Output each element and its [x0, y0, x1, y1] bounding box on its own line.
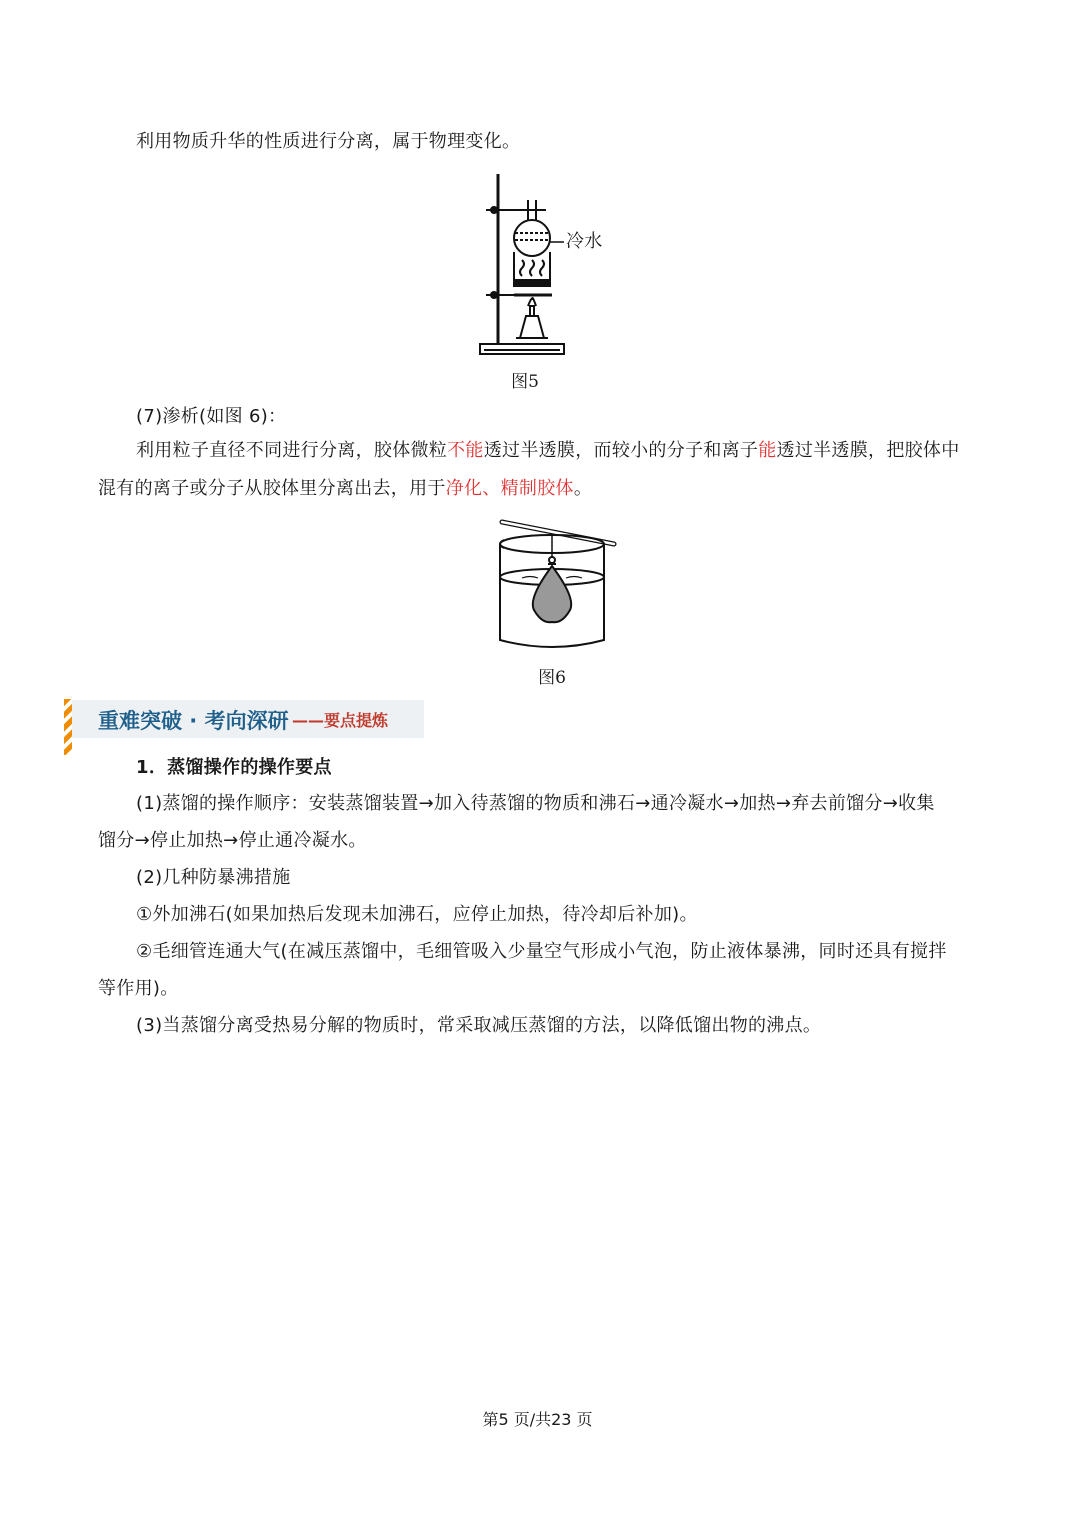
section-stripe-decoration [64, 699, 72, 755]
highlight-cannot: 不能 [447, 440, 484, 461]
highlight-purify: 净化、精制胶体 [445, 478, 574, 499]
figure-6-caption: 图6 [538, 668, 566, 688]
item-1-antibump-b-line-2: 等作用)。 [98, 978, 179, 999]
section-subtitle: ——要点提炼 [292, 711, 389, 730]
item-1-title: 1．蒸馏操作的操作要点 [136, 757, 332, 778]
item-1-antibump-heading: (2)几种防暴沸措施 [136, 867, 291, 888]
item-1-antibump-b-line-1: ②毛细管连通大气(在减压蒸馏中，毛细管吸入少量空气形成小气泡，防止液体暴沸，同时还具有搅拌 [136, 941, 947, 962]
item-1-order-line-1: (1)蒸馏的操作顺序：安装蒸馏装置→加入待蒸馏的物质和沸石→通冷凝水→加热→弃去前馏分→收集 [136, 793, 935, 814]
sublimation-text: 利用物质升华的性质进行分离，属于物理变化。 [136, 131, 521, 152]
cold-water-label: 冷水 [566, 231, 603, 252]
figure-5-caption: 图5 [511, 372, 539, 392]
figure-6-dialysis-beaker [492, 514, 622, 656]
figure-5-sublimation-apparatus [470, 168, 620, 360]
section-title: 重难突破 · 考向深研 [98, 709, 289, 733]
page-footer: 第5 页/共23 页 [482, 1410, 593, 1429]
item-1-order-line-2: 馏分→停止加热→停止通冷凝水。 [98, 830, 367, 851]
dialysis-text-line-2: 混有的离子或分子从胶体里分离出去，用于净化、精制胶体。 [98, 478, 593, 499]
item-1-antibump-a: ①外加沸石(如果加热后发现未加沸石，应停止加热，待冷却后补加)。 [136, 904, 698, 925]
highlight-can: 能 [758, 440, 777, 461]
dialysis-heading: (7)渗析(如图 6)： [136, 406, 287, 427]
dialysis-text-line-1: 利用粒子直径不同进行分离，胶体微粒不能透过半透膜，而较小的分子和离子能透过半透膜，把胶体中 [136, 440, 960, 461]
item-1-reduced-pressure: (3)当蒸馏分离受热易分解的物质时，常采取减压蒸馏的方法，以降低馏出物的沸点。 [136, 1015, 822, 1036]
